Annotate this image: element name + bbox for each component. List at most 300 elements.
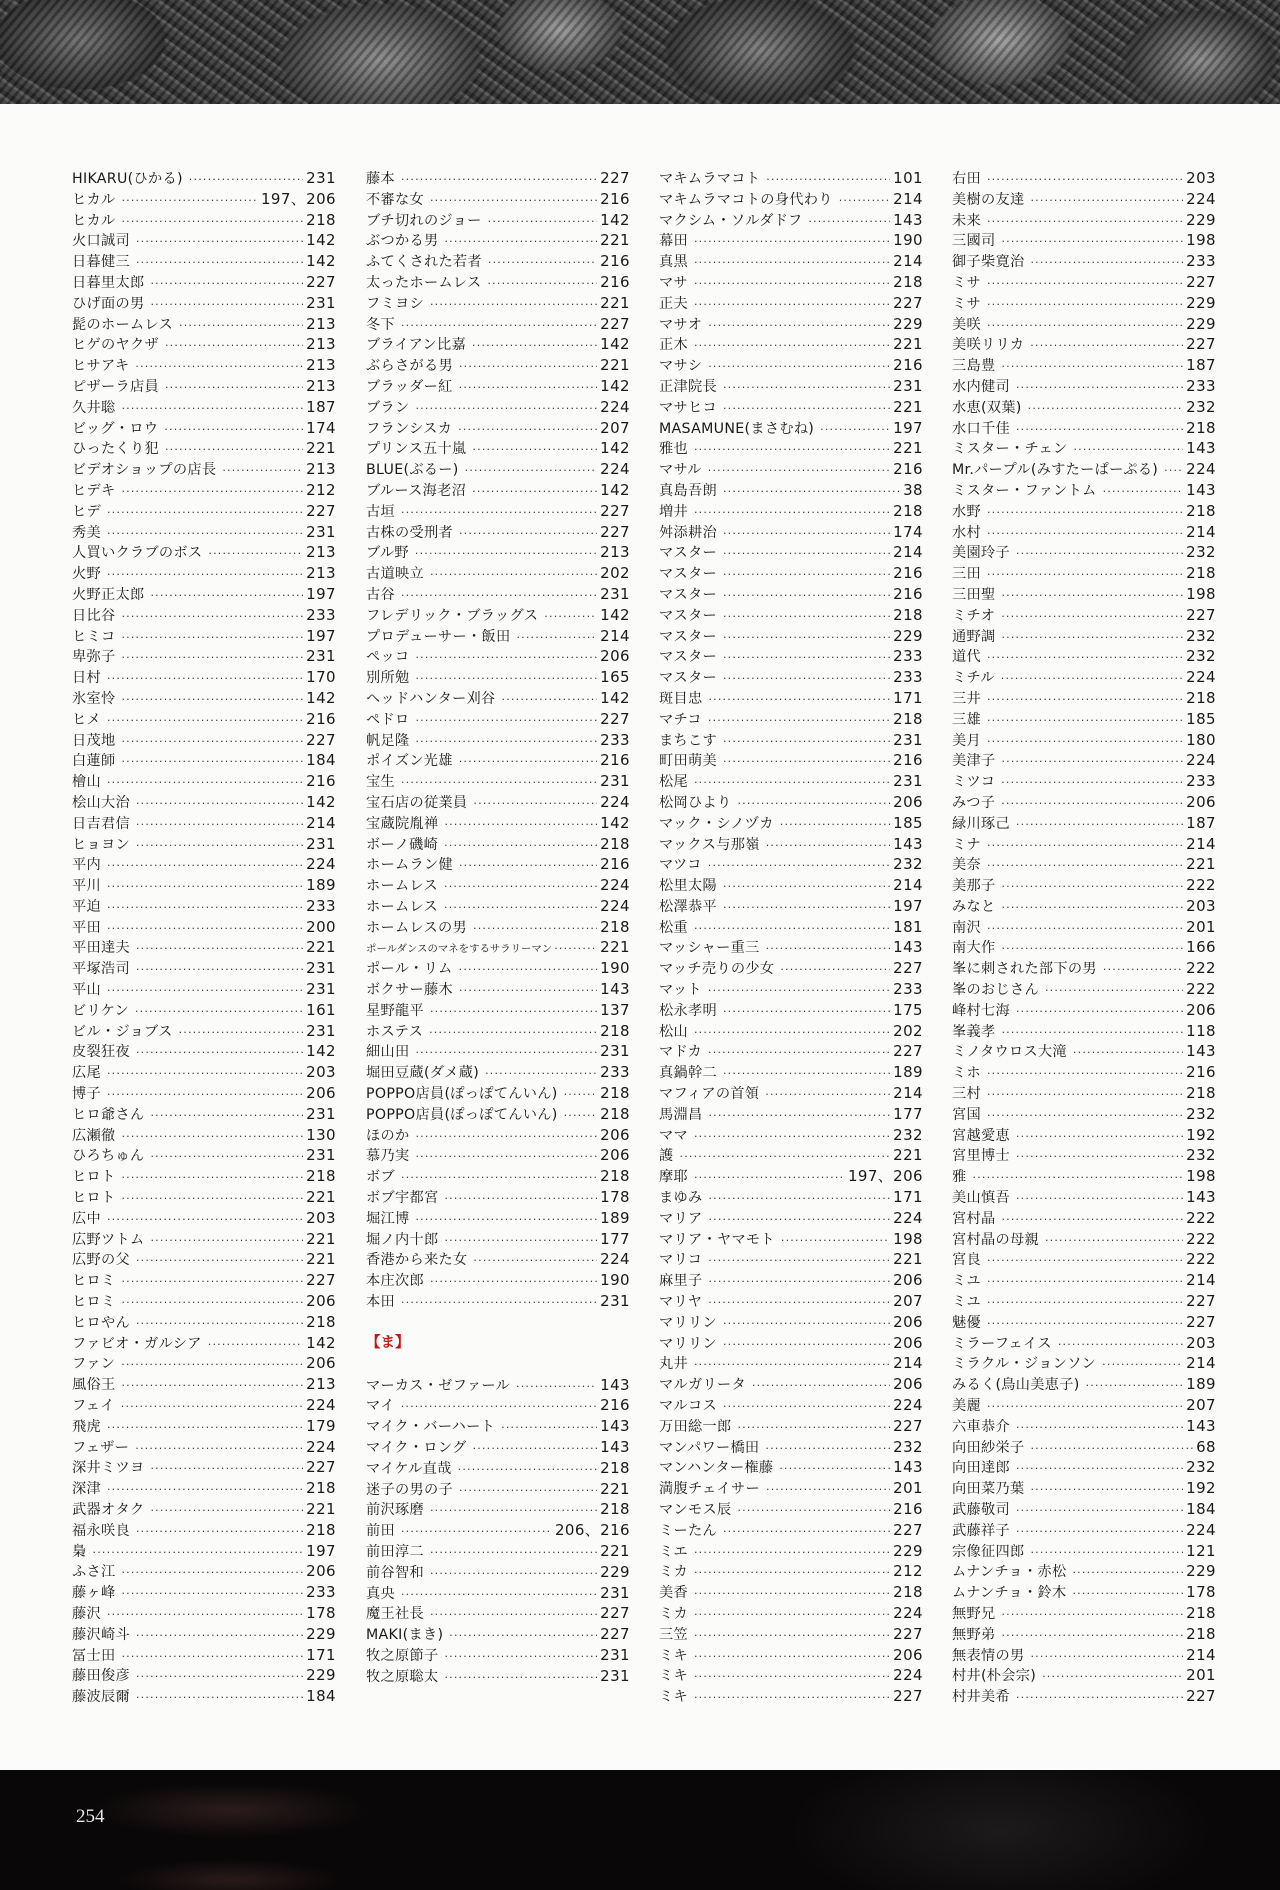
index-entry [72,937,336,958]
entry-name: 峰村七海 [952,1002,1010,1019]
entry-name: 火野 [72,566,101,583]
index-entry [659,1062,923,1083]
entry-page: 142 [306,792,336,811]
index-entry [366,1104,630,1125]
index-entry [659,1624,923,1645]
entry-page: 201 [1186,917,1216,936]
entry-name: 正夫 [659,295,688,312]
dot-leader [987,648,1183,669]
entry-page: 227 [893,1624,923,1643]
footer-illustration [0,1770,1280,1890]
dot-leader [1045,1231,1183,1252]
entry-page: 203 [306,1208,336,1227]
index-entry [366,480,630,501]
dot-leader [488,253,597,274]
dot-leader [1001,628,1183,649]
entry-name: 水恵(双葉) [952,399,1022,416]
entry-name: マスター [659,670,717,687]
dot-leader [107,773,303,794]
index-entry [659,646,923,667]
dot-leader [987,274,1183,295]
entry-name: 通野調 [952,628,996,645]
entry-name: マルガリータ [659,1377,746,1394]
dot-leader [694,1584,890,1605]
entry-page: 216 [893,1500,923,1518]
entry-page: 142 [600,335,630,354]
entry-name: ミナ [952,836,981,853]
entry-name: 峯義孝 [952,1023,996,1040]
index-entry [659,667,923,688]
index-entry [366,1187,630,1208]
entry-page: 206、216 [554,1521,630,1540]
index-entry [659,1187,923,1208]
entry-page: 214 [893,252,923,271]
dot-leader [1016,1189,1183,1210]
dot-leader [1001,773,1183,794]
entry-page: 231 [893,730,923,749]
entry-page: 233 [306,896,336,915]
index-entry [952,1353,1216,1374]
dot-leader [1073,1043,1183,1064]
index-entry [952,688,1216,709]
entry-name: 宗像征四郎 [952,1543,1025,1560]
entry-name: ヒロ爺さん [72,1106,145,1123]
entry-page: 229 [1186,314,1216,333]
entry-name: ホステス [366,1023,424,1040]
entry-page: 206 [893,1375,923,1394]
dot-leader [987,1314,1183,1335]
index-entry [952,771,1216,792]
index-entry [72,854,336,875]
entry-name: 三雄 [952,711,981,728]
dot-leader [723,628,890,649]
dot-leader [808,212,890,233]
entry-page: 171 [893,1188,923,1207]
entry-page: 222 [1186,959,1216,978]
dot-leader [694,1626,890,1647]
entry-page: 227 [893,1416,923,1435]
entry-name: マリヤ [659,1294,703,1311]
entry-name: 不審な女 [366,191,424,208]
dot-leader [708,357,890,378]
entry-page: 221 [306,1188,336,1207]
entry-page: 232 [1186,647,1216,666]
entry-page: 201 [1186,1666,1216,1685]
entry-name: ボーノ磯崎 [366,836,439,853]
index-entry [72,272,336,293]
entry-page: 189 [1186,1375,1216,1394]
entry-page: 174 [893,522,923,541]
entry-page: 233 [893,668,923,687]
dot-leader [708,981,890,1002]
entry-name: プリンス五十嵐 [366,441,467,458]
entry-page: 227 [306,1271,336,1290]
entry-page: 214 [1186,834,1216,853]
entry-name: 宮村晶 [952,1210,996,1227]
entry-name: 真黒 [659,254,688,271]
index-entry [659,1645,923,1666]
entry-name: 前沢琢磨 [366,1502,424,1519]
entry-page: 221 [600,1479,630,1498]
index-entry [72,1541,336,1562]
entry-page: 221 [306,1250,336,1269]
index-entry [366,189,630,210]
entry-page: 212 [306,480,336,499]
entry-name: ミキ [659,1689,688,1706]
dot-leader [401,1397,597,1418]
entry-page: 222 [1186,1250,1216,1269]
dot-leader [987,1106,1183,1127]
index-entry [952,1561,1216,1582]
index-entry [72,584,336,605]
entry-name: ミカ [659,1605,688,1622]
dot-leader [121,732,303,753]
index-entry [366,1375,630,1396]
entry-page: 143 [1186,1188,1216,1207]
index-entry [952,293,1216,314]
index-entry [952,1624,1216,1645]
dot-leader [723,1064,890,1085]
index-entry [366,937,630,958]
entry-page: 231 [600,1042,630,1061]
index-column-4 [952,168,1216,1707]
dot-leader [723,565,890,586]
index-entry [952,1021,1216,1042]
entry-name: 武藤祥子 [952,1522,1010,1539]
index-entry [659,376,923,397]
index-entry [366,210,630,231]
index-entry [952,584,1216,605]
entry-name: 宝蔵院胤禅 [366,815,439,832]
entry-page: 197 [893,418,923,437]
entry-name: 平内 [72,857,101,874]
entry-name: 美津子 [952,753,996,770]
entry-page: 218 [1186,1624,1216,1643]
entry-page: 218 [600,917,630,936]
entry-name: 日吉君信 [72,815,130,832]
entry-name: ヒメ [72,711,101,728]
dot-leader [473,794,597,815]
entry-page: 216 [893,564,923,583]
index-entry [952,1083,1216,1104]
entry-name: 細山田 [366,1044,410,1061]
entry-page: 216 [600,272,630,291]
entry-name: ミユ [952,1273,981,1290]
index-entry [952,854,1216,875]
entry-page: 142 [600,605,630,624]
index-entry [366,1437,630,1458]
entry-name: マリリン [659,1314,717,1331]
entry-name: マキムラマコトの身代わり [659,191,833,208]
index-entry [952,958,1216,979]
dot-leader [401,316,597,337]
dot-leader [107,1480,303,1501]
entry-name: ひろちゅん [72,1148,145,1165]
entry-page: 231 [893,376,923,395]
dot-leader [766,939,891,960]
entry-name: 向田菜乃葉 [952,1481,1025,1498]
entry-name: マリア [659,1210,703,1227]
entry-page: 218 [306,1479,336,1498]
index-entry [366,605,630,626]
index-entry [72,397,336,418]
entry-page: 142 [600,210,630,229]
dot-leader [1102,1355,1183,1376]
index-entry [659,1499,923,1520]
entry-name: 右田 [952,171,981,187]
dot-leader [121,1647,303,1668]
entry-name: 緑川琢己 [952,815,1010,832]
index-column-1 [72,168,336,1707]
entry-page: 190 [600,959,630,978]
entry-name: 松澤恭平 [659,898,717,915]
index-entry [952,1478,1216,1499]
entry-name: ホームレス [366,878,439,895]
index-entry [659,750,923,771]
index-column-3 [659,168,923,1707]
index-entry [72,501,336,522]
entry-name: 美香 [659,1585,688,1602]
entry-page: 229 [600,1562,630,1581]
entry-page: 166 [1186,938,1216,957]
entry-page: 206 [306,1292,336,1311]
entry-page: 232 [1186,397,1216,416]
entry-page: 192 [1186,1479,1216,1498]
dot-leader [121,1189,303,1210]
entry-name: ミチル [952,670,995,687]
entry-name: 古垣 [366,503,395,520]
entry-name: 迷子の男の子 [366,1481,453,1498]
dot-leader [1016,1147,1183,1168]
index-entry [952,1104,1216,1125]
entry-page: 206 [893,1333,923,1352]
dot-leader [1001,669,1183,690]
entry-name: 正津院長 [659,378,717,395]
dot-leader [164,420,303,441]
dot-leader [1058,1335,1183,1356]
dot-leader [694,1667,890,1688]
entry-name: みつ子 [952,794,996,811]
entry-page: 224 [600,876,630,895]
dot-leader [1030,253,1183,274]
index-entry [366,1583,630,1604]
entry-page: 227 [1186,335,1216,354]
entry-page: 218 [600,1104,630,1123]
index-entry [366,1041,630,1062]
entry-name: 美奈 [952,857,981,874]
index-entry [366,688,630,709]
dot-leader [121,1127,303,1148]
dot-leader [708,1106,890,1127]
entry-name: マリリン [659,1335,717,1352]
index-entry [72,522,336,543]
dot-leader [839,191,890,212]
entry-name: 髭のホームレス [72,316,173,333]
dot-leader [121,607,303,628]
dot-leader [136,939,303,960]
dot-leader [1001,607,1183,628]
entry-page: 218 [893,272,923,291]
entry-name: ひげ面の男 [72,295,145,312]
index-entry [952,1187,1216,1208]
dot-leader [121,1168,303,1189]
dot-leader [430,1543,597,1564]
index-entry [72,771,336,792]
index-entry [366,293,630,314]
index-entry [366,1624,630,1645]
dot-leader [136,1522,303,1543]
index-entry [366,314,630,335]
dot-leader [150,1147,303,1168]
entry-page: 224 [893,1666,923,1685]
index-entry [72,1187,336,1208]
index-entry [366,1083,630,1104]
entry-page: 177 [893,1104,923,1123]
entry-page: 206 [893,1312,923,1331]
index-entry [659,1416,923,1437]
index-entry [72,210,336,231]
dot-leader [723,752,890,773]
index-entry [72,709,336,730]
entry-name: ポイズン光雄 [366,753,453,770]
dot-leader [465,461,598,482]
index-entry [952,376,1216,397]
dot-leader [107,856,303,877]
entry-name: 水内健司 [952,378,1010,395]
dot-leader [987,1064,1183,1085]
entry-page: 224 [306,855,336,874]
entry-page: 216 [306,709,336,728]
dot-leader [401,503,597,524]
index-entry [659,1041,923,1062]
entry-page: 233 [1186,772,1216,791]
index-entry [952,1291,1216,1312]
dot-leader [973,1168,1184,1189]
entry-name: 平塚浩司 [72,961,130,978]
entry-page: 143 [893,1458,923,1477]
index-entry [366,730,630,751]
index-entry [659,1229,923,1250]
index-entry [952,917,1216,938]
entry-page: 232 [1186,543,1216,562]
index-entry [659,1561,923,1582]
entry-name: 日茂地 [72,732,116,749]
index-entry [72,1229,336,1250]
entry-page: 143 [600,1375,630,1394]
index-entry [952,1541,1216,1562]
entry-name: ファビオ・ガルシア [72,1335,202,1352]
entry-name: マクシム・ソルダドフ [659,212,803,229]
entry-name: ミユ [952,1294,981,1311]
index-entry [659,1208,923,1229]
entry-page: 224 [600,792,630,811]
entry-name: 町田萌美 [659,753,717,770]
entry-name: Mr.パープル(みすたーぱーぷる) [952,462,1159,479]
index-entry [72,1249,336,1270]
entry-page: 231 [306,522,336,541]
dot-leader [694,253,890,274]
entry-page: 187 [1186,356,1216,375]
entry-page: 218 [1186,1603,1216,1622]
index-entry [72,418,336,439]
entry-page: 224 [1186,668,1216,687]
dot-leader [694,1168,845,1189]
entry-page: 227 [893,959,923,978]
entry-page: 198 [1186,1167,1216,1186]
entry-name: 冬下 [366,316,395,333]
index-entry [366,542,630,563]
entry-page: 232 [893,1437,923,1456]
index-entry [659,875,923,896]
dot-leader [458,420,597,441]
dot-leader [472,440,597,461]
dot-leader [121,399,303,420]
entry-name: ボブ [366,1169,395,1186]
dot-leader [694,1127,890,1148]
entry-page: 206 [893,1271,923,1290]
index-entry [72,334,336,355]
entry-page: 224 [893,1603,923,1622]
entry-name: ミチオ [952,607,996,624]
entry-name: ブラッダー紅 [366,378,453,395]
entry-name: 梟 [72,1543,87,1560]
index-entry [659,1000,923,1021]
entry-name: 火口誠司 [72,233,130,250]
index-entry [366,1562,630,1583]
index-entry [72,314,336,335]
dot-leader [694,773,890,794]
entry-page: 206 [893,1645,923,1664]
entry-page: 216 [600,751,630,770]
entry-page: 233 [600,1063,630,1082]
entry-page: 218 [893,709,923,728]
entry-name: MASAMUNE(まさむね) [659,420,815,437]
dot-leader [121,752,303,773]
index-entry [952,189,1216,210]
entry-page: 227 [600,1604,630,1623]
index-entry [659,563,923,584]
index-entry [659,1582,923,1603]
dot-leader [516,1377,597,1398]
index-entry [366,646,630,667]
index-entry [659,1021,923,1042]
entry-page: 206 [1186,792,1216,811]
index-entry [366,667,630,688]
entry-page: 231 [600,1666,630,1685]
dot-leader [107,877,303,898]
dot-leader [694,1563,890,1584]
entry-name: ミキ [659,1647,688,1664]
entry-page: 214 [893,189,923,208]
dot-leader [766,170,890,191]
dot-leader [723,732,890,753]
entry-name: マンモス辰 [659,1502,732,1518]
index-entry [72,979,336,1000]
entry-name: ホームレスの男 [366,919,467,936]
entry-page: 101 [893,169,923,187]
entry-name: ブラン [366,399,410,416]
entry-page: 232 [1186,626,1216,645]
index-entry [366,230,630,251]
entry-page: 184 [306,751,336,770]
entry-name: 博子 [72,1086,101,1103]
index-entry [366,1249,630,1270]
entry-page: 227 [1186,1312,1216,1331]
index-entry [72,376,336,397]
entry-page: 143 [893,834,923,853]
dot-leader [694,503,890,524]
index-entry [72,1395,336,1416]
